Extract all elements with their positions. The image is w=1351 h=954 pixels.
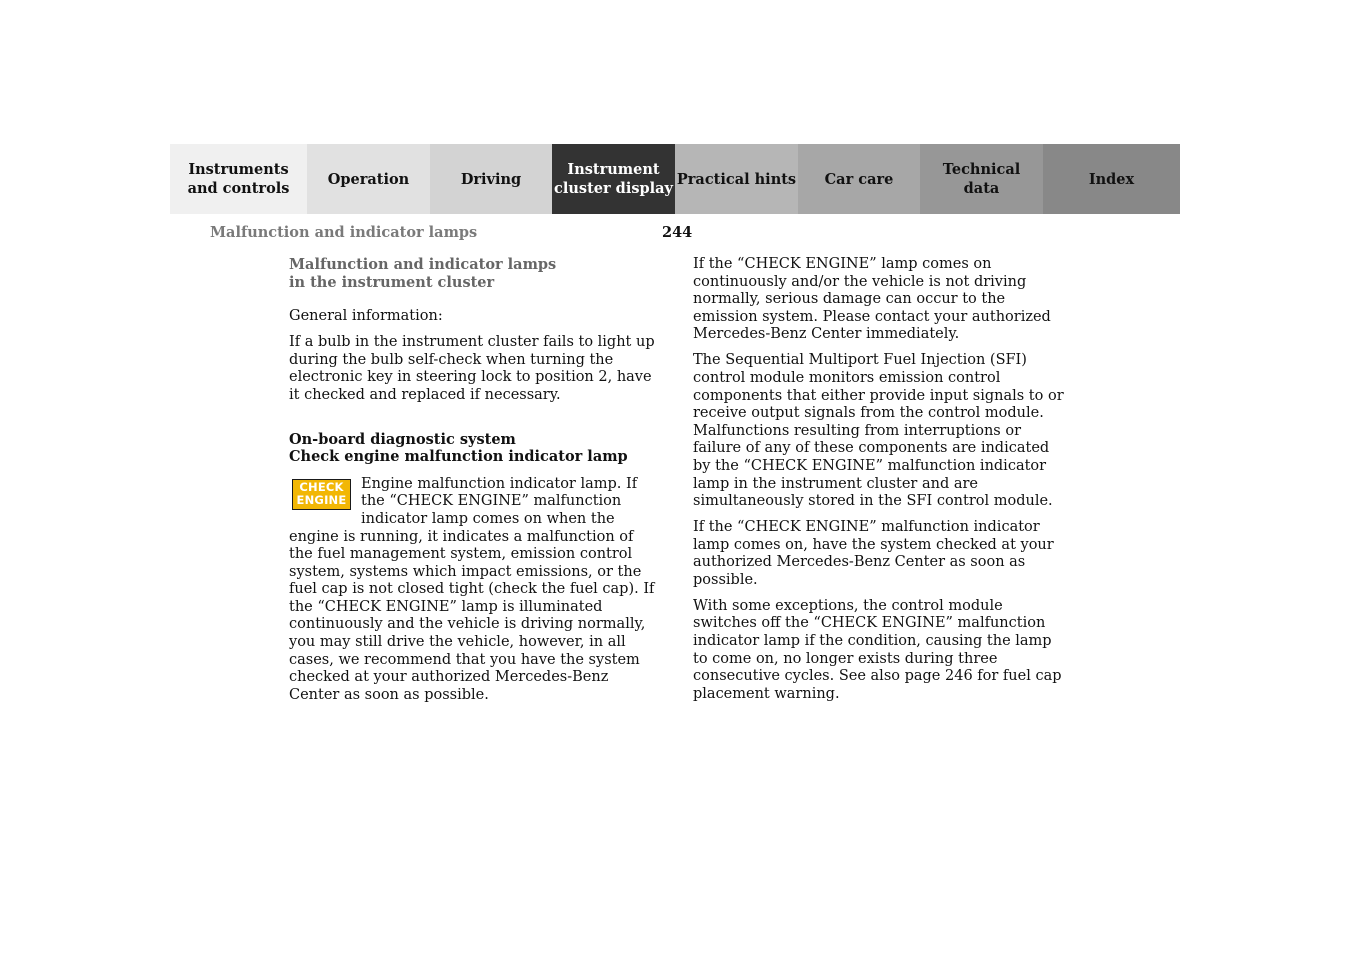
tab-car-care[interactable] [798,144,920,214]
tab-label: Index [1088,170,1135,188]
tab-label: Car care [824,170,894,188]
tab-practical-hints[interactable] [675,144,798,214]
tab-label: Driving [460,170,522,188]
tab-label: Operation [327,170,410,188]
left-column [289,256,661,713]
page-number: 244 [662,224,693,241]
bulb-check-paragraph: If a bulb in the instrument cluster fails to light up during the bulb self-check when turning the electronic key in steering lock to position 2, have it checked and replaced if necessary. [289,334,655,403]
lamp-on-paragraph: If the “CHECK ENGINE” malfunction indicator lamp comes on, have the system checked at your authorized Mercedes-Benz Center as soon as possible. [693,519,1054,588]
section-title: Malfunction and indicator lamps [210,224,478,241]
chapter-tabs [170,144,1180,214]
check-engine-paragraph: Engine malfunction indicator lamp. If the “CHECK ENGINE” malfunction indicator lamp comes on when the engine is running, it indicates a malfunction of the fuel management system, emission control system, systems which impact emissions, or the fuel cap is not closed tight (check the fuel cap). If the “CHECK ENGINE” lamp is illuminated continuously and the vehicle is driving normally, you may still drive the vehicle, however, in all cases, we recommend that you have the system checked at your authorized Mercedes-Benz Center as soon as possible. [289,475,655,703]
general-info-label: General information: [289,308,443,325]
tab-index[interactable] [1043,144,1180,214]
switch-off-paragraph: With some exceptions, the control module switches off the “CHECK ENGINE” malfunction indicator lamp if the condition, causing the lamp to come on, no longer exists during three consecutive cycles. See also page 246 for fuel cap placement warning. [693,597,1062,702]
tab-label: Technical data [942,161,1021,197]
tab-technical-data[interactable] [920,144,1043,214]
section-heading: Malfunction and indicator lamps in the instrument cluster [289,256,557,291]
tab-instrument-cluster-display[interactable] [552,144,675,214]
right-column [693,256,1065,712]
tab-label: Practical hints [676,170,797,188]
check-engine-lamp-icon: CHECK ENGINE [292,479,351,510]
tab-label: Instruments and controls [187,161,290,197]
tab-instruments-and-controls[interactable] [170,144,307,214]
sfi-module-paragraph: The Sequential Multiport Fuel Injection (SFI) control module monitors emission control components that either provide input signals to or receive output signals from the control module. Malfunctions resulting from interruptions or failure of any of these components are indicated by the “CHECK ENGINE” malfunction indicator lamp in the instrument cluster and are simultaneously stored in the SFI control module. [693,352,1064,510]
obd-heading: On-board diagnostic system Check engine malfunction indicator lamp [289,430,628,466]
continuous-lamp-paragraph: If the “CHECK ENGINE” lamp comes on continuously and/or the vehicle is not driving normally, serious damage can occur to the emission system. Please contact your authorized Mercedes-Benz Center immediately. [693,256,1051,343]
tab-label: Instrument cluster display [554,161,673,197]
check-engine-block [289,476,661,705]
tab-operation[interactable] [307,144,430,214]
tab-driving[interactable] [430,144,552,214]
